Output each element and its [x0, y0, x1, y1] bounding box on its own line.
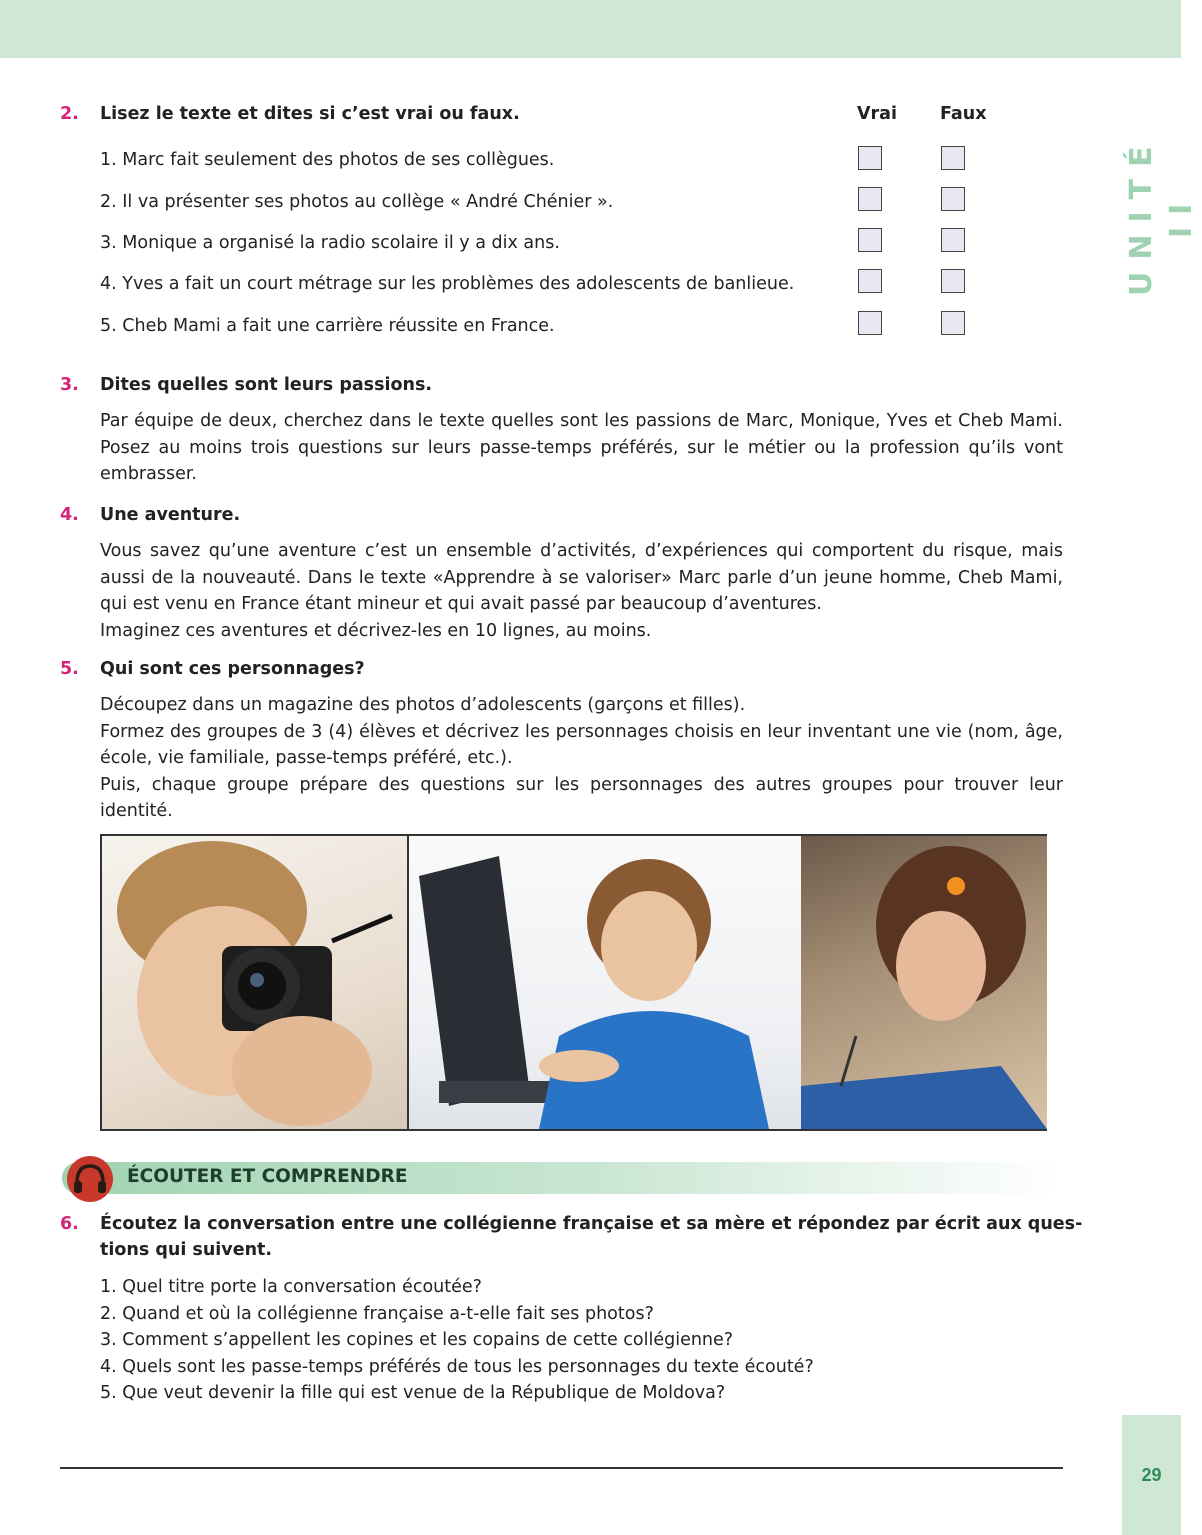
statement-2: 2. Il va présenter ses photos au collège « André Chénier ».: [100, 192, 614, 212]
column-faux: Faux: [940, 104, 987, 124]
exercise-title-line-1: Écoutez la conversation entre une collégienne française et sa mère et répondez par écrit aux ques-: [100, 1214, 1083, 1234]
column-vrai: Vrai: [857, 104, 897, 124]
checkbox-vrai-4[interactable]: [858, 269, 882, 293]
list-item: 2. Quand et où la collégienne française a-t-elle fait ses photos?: [100, 1303, 654, 1324]
checkbox-faux-3[interactable]: [941, 228, 965, 252]
statement-4: 4. Yves a fait un court métrage sur les problèmes des adolescents de banlieue.: [100, 274, 795, 294]
exercise-number: 4.: [60, 505, 79, 525]
exercise-title: Qui sont ces personnages?: [100, 659, 365, 679]
top-header-band: [0, 0, 1181, 58]
exercise-title: Dites quelles sont leurs passions.: [100, 375, 433, 395]
exercise-number: 3.: [60, 375, 79, 395]
list-item: 5. Que veut devenir la fille qui est venue de la République de Moldova?: [100, 1383, 726, 1403]
exercise-text: Par équipe de deux, cherchez dans le texte quelles sont les passions de Marc, Monique, Yves et Cheb Mami. Posez au moins trois questions sur leurs passe-temps préférés, sur le métier ou la profession qu’ils vont embrasser.: [100, 411, 1063, 484]
headphones-icon: [66, 1155, 114, 1203]
exercise-number: 6.: [60, 1214, 79, 1234]
checkbox-faux-2[interactable]: [941, 187, 965, 211]
checkbox-faux-5[interactable]: [941, 311, 965, 335]
photo-boy-laptop: [409, 836, 801, 1129]
exercise-title: Une aventure.: [100, 505, 241, 525]
list-item: 4. Quels sont les passe-temps préférés de tous les personnages du texte écouté?: [100, 1356, 814, 1377]
exercise-number: 5.: [60, 659, 79, 679]
page-number-tab: [1122, 1415, 1181, 1535]
section-title: ÉCOUTER ET COMPRENDRE: [127, 1166, 408, 1187]
unit-side-label: UNITÉ II: [1124, 134, 1199, 296]
exercise-number: 2.: [60, 104, 79, 124]
list-item: 1. Quel titre porte la conversation écoutée?: [100, 1277, 482, 1297]
exercise-text: Vous savez qu’une aventure c’est un ensemble d’activités, d’expériences qui comportent du risque, mais aussi de la nouveauté. Dans le texte «Apprendre à se valoriser» Marc parle d’un jeune homme, Cheb Mami, qui est venu en France étant mineur et qui avait passé par beaucoup d’aventures. Imaginez ces aventures et décrivez-les en 10 lignes, au moins.: [100, 541, 1063, 641]
exercise-text: Découpez dans un magazine des photos d’adolescents (garçons et filles). Formez des groupes de 3 (4) élèves et décrivez les personnages choisis en leur inventant une vie (nom, âge, école, vie familiale, passe-temps préféré, etc.). Puis, chaque groupe prépare des questions sur les personnages des autres groupes pour trouver leur identité.: [100, 695, 1063, 821]
question-list: [100, 1274, 814, 1407]
checkbox-faux-4[interactable]: [941, 269, 965, 293]
exercise-title: Lisez le texte et dites si c’est vrai ou faux.: [100, 104, 520, 124]
checkbox-vrai-5[interactable]: [858, 311, 882, 335]
laptop-illustration: [409, 836, 801, 1129]
checkbox-vrai-1[interactable]: [858, 146, 882, 170]
photo-boy-camera: [102, 836, 409, 1129]
photo-strip: [100, 834, 1047, 1131]
photo-girl-drawing: [801, 836, 1047, 1129]
checkbox-faux-1[interactable]: [941, 146, 965, 170]
girl-illustration: [801, 836, 1047, 1129]
camera-illustration: [102, 836, 407, 1129]
list-item: 3. Comment s’appellent les copines et les copains de cette collégienne?: [100, 1330, 734, 1350]
checkbox-vrai-2[interactable]: [858, 187, 882, 211]
page-number: 29: [1141, 1465, 1162, 1485]
statement-1: 1. Marc fait seulement des photos de ses collègues.: [100, 150, 555, 170]
statement-3: 3. Monique a organisé la radio scolaire il y a dix ans.: [100, 233, 560, 253]
exercise-title-line-2: tions qui suivent.: [100, 1240, 273, 1260]
footer-divider: [60, 1467, 1063, 1469]
statement-5: 5. Cheb Mami a fait une carrière réussite en France.: [100, 316, 555, 336]
checkbox-vrai-3[interactable]: [858, 228, 882, 252]
